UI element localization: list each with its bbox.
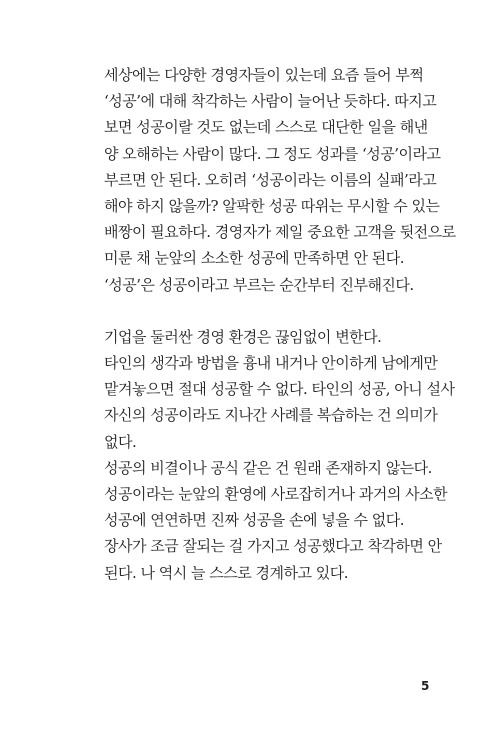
text-line: 보면 성공이랄 것도 없는데 스스로 대단한 일을 해낸 — [104, 118, 428, 137]
text-line: 성공에 연연하면 진짜 성공을 손에 넣을 수 없다. — [104, 511, 404, 530]
body-text — [104, 62, 456, 586]
text-line: 양 오해하는 사람이 많다. 그 정도 성과를 ‘성공’이라고 — [104, 144, 441, 163]
text-line: 부르면 안 된다. 오히려 ‘성공이라는 이름의 실패’라고 — [104, 170, 437, 189]
text-line: 자신의 성공이라도 지나간 사례를 복습하는 건 의미가 — [104, 406, 438, 425]
text-line: 성공의 비결이나 공식 같은 건 원래 존재하지 않는다. — [104, 458, 432, 477]
text-line: 배짱이 필요하다. 경영자가 제일 중요한 고객을 뒷전으로 — [104, 223, 456, 242]
text-line: 세상에는 다양한 경영자들이 있는데 요즘 들어 부쩍 — [104, 66, 424, 84]
paragraph-1 — [104, 62, 456, 298]
text-line: 해야 하지 않을까? 알팍한 성공 따위는 무시할 수 있는 — [104, 197, 440, 216]
text-line: 맡겨놓으면 절대 성공할 수 없다. 타인의 성공, 아니 설사 — [104, 380, 455, 399]
text-line: 성공이라는 눈앞의 환영에 사로잡히거나 과거의 사소한 — [104, 485, 448, 504]
text-line: 타인의 생각과 방법을 흉내 내거나 안이하게 남에게만 — [104, 354, 438, 373]
page-number: 5 — [421, 679, 430, 693]
text-line: 미룬 채 눈앞의 소소한 성공에 만족하면 안 된다. — [104, 249, 404, 268]
text-line: 기업을 둘러싼 경영 환경은 끊임없이 변한다. — [104, 327, 382, 346]
text-line: 장사가 조금 잘되는 걸 가지고 성공했다고 착각하면 안 — [104, 537, 442, 556]
text-line: ‘성공’은 성공이라고 부르는 순간부터 진부해진다. — [104, 275, 414, 294]
text-line: ‘성공’에 대해 착각하는 사람이 늘어난 듯하다. 따지고 — [104, 92, 437, 111]
text-line: 없다. — [104, 432, 137, 451]
paragraph-spacer — [104, 298, 449, 324]
text-line: 된다. 나 역시 늘 스스로 경계하고 있다. — [104, 563, 348, 582]
paragraph-2 — [104, 324, 455, 586]
